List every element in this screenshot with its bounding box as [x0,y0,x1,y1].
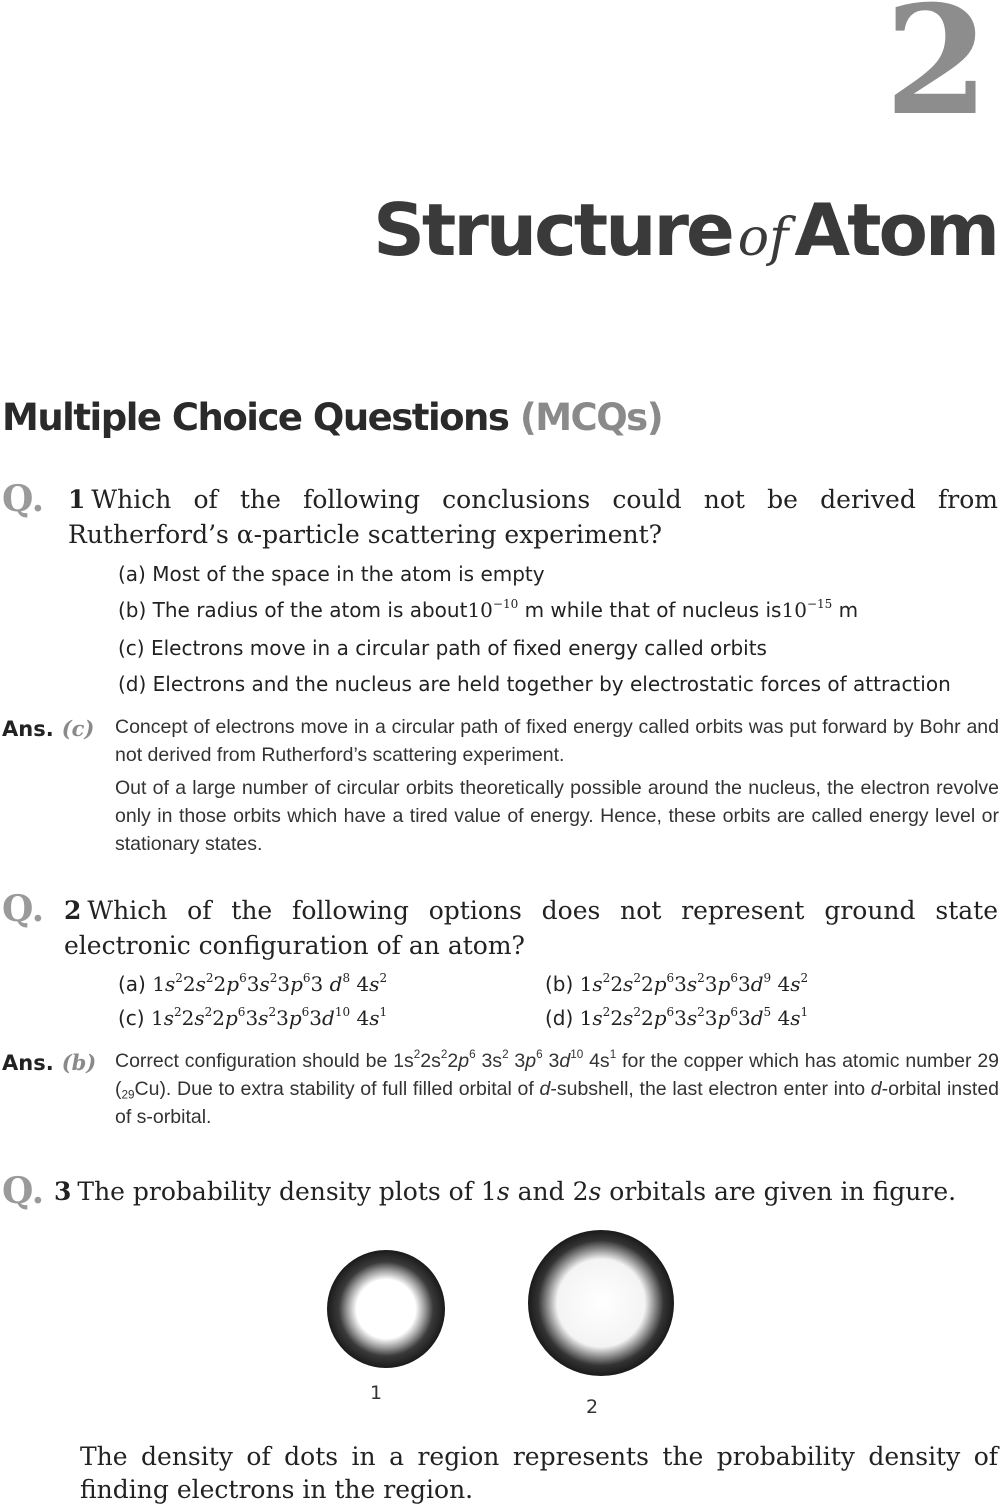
option-b-value-2 [781,598,832,622]
answer-label [2,716,94,741]
q1-answer-para-2: Out of a large number of circular orbits theoretically possible around the nucleus, the electron revolve only in those orbits which have a tired value of energy. Hence, these orbits are called energy level or stationary states. [115,777,999,855]
option-label: (b) [545,972,574,996]
q2-option-d [545,1006,808,1030]
answer-marker: Ans. [2,717,54,741]
question-marker: Q. [2,888,45,930]
chapter-title-part2: Atom [794,188,997,272]
figure-label-1: 1 [370,1382,383,1404]
question-2 [64,893,998,963]
question-text: s [588,1177,602,1206]
question-number: 2 [64,896,82,925]
answer-marker: Ans. [2,1051,54,1075]
q2-option-b [545,972,808,996]
orbital-1s-plot [327,1250,445,1368]
chapter-title-part1: Structure [373,188,732,272]
value-exponent: −10 [492,597,519,611]
answer-text: -orbital insted of s-orbital. [115,1078,1000,1128]
orbital-2s-plot [528,1230,674,1376]
configuration: $1s^22s^22p^63s^23p^63$ $d^8$ $4s^2$ [152,971,388,996]
figure-label-2: 2 [586,1396,599,1418]
answer-text: Correct configuration should be 1s [115,1050,414,1072]
option-label: (d) [545,1006,574,1030]
answer-text: for the copper which has atomic number 29 ( [115,1050,1000,1100]
option-b-value-1 [467,598,518,622]
question-text: and 2 [509,1177,589,1206]
question-1 [68,482,998,552]
option-b-text: (b) The radius of the atom is about [118,598,468,622]
value-base: 10 [467,598,493,622]
value-base: 10 [781,598,807,622]
question-text: orbitals are given in figure. [601,1177,957,1206]
option-label: (a) [118,972,146,996]
section-heading-abbr: (MCQs) [519,396,663,439]
answer-letter: (b) [61,1050,97,1075]
answer-text: -subshell, the last electron enter into [550,1078,871,1100]
chapter-title-of: of [737,208,789,268]
answer-label [2,1050,96,1075]
value-exponent: −15 [806,597,833,611]
q1-option-b [118,598,858,622]
option-b-unit: m [832,598,859,622]
answer-letter: (c) [61,716,95,741]
answer-text: d [539,1078,551,1100]
option-b-text-mid: m while that of nucleus is [518,598,782,622]
q2-answer: Correct configuration should be $1s^22s^22p^6$ $3s^2$ $3p^6$ $3d^{10}$ $4s^1$ for the copper which has atomic number 29 $(_{29}Cu)$. Due to extra stability of full filled orbital of d-subshell, the last electron enter into d-orbital insted of s-orbital. [115,1048,1000,1128]
orbital-density-figure [310,1225,700,1385]
answer-text: Cu). Due to extra stability of full filled orbital of [134,1078,540,1100]
configuration: $1s^22s^22p^63s^23p^63d^9$ $4s^2$ [579,971,809,996]
configuration: $1s^22s^22p^63s^23p^63d^{10}$ $4s^1$ [150,1005,388,1030]
question-text: The probability density plots of 1 [77,1177,497,1206]
section-heading [2,396,662,439]
chapter-title [373,188,997,272]
q1-answer-para-1: Concept of electrons move in a circular path of fixed energy called orbits was put forward by Bohr and not derived from Rutherford’s scattering experiment. [115,716,999,766]
q2-option-a [118,972,387,996]
question-3 [54,1174,998,1209]
q1-option-a: (a) Most of the space in the atom is empty [118,562,545,586]
q3-text-after-figure: The density of dots in a region represents the probability density of finding electrons in the region. [80,1442,998,1504]
chapter-number: 2 [884,0,989,149]
configuration: $1s^22s^22p^63s^23p^63d^5$ $4s^1$ [579,1005,809,1030]
question-text: s [496,1177,510,1206]
q1-option-d: (d) Electrons and the nucleus are held together by electrostatic forces of attraction [118,672,951,696]
q2-option-c [118,1006,387,1030]
option-label: (c) [118,1006,145,1030]
question-text: Which of the following options does not represent ground state electronic configuration of an atom? [64,896,998,960]
answer-text: d [870,1078,882,1100]
question-number: 3 [54,1177,72,1206]
question-marker: Q. [2,1170,45,1212]
question-number: 1 [68,485,86,514]
question-marker: Q. [2,478,45,520]
section-heading-text: Multiple Choice Questions [2,396,509,439]
q1-option-c: (c) Electrons move in a circular path of fixed energy called orbits [118,636,767,660]
atomic-number: 29 [121,1088,135,1102]
question-text: Which of the following conclusions could not be derived from Rutherford’s α-particle scattering experiment? [68,485,998,549]
